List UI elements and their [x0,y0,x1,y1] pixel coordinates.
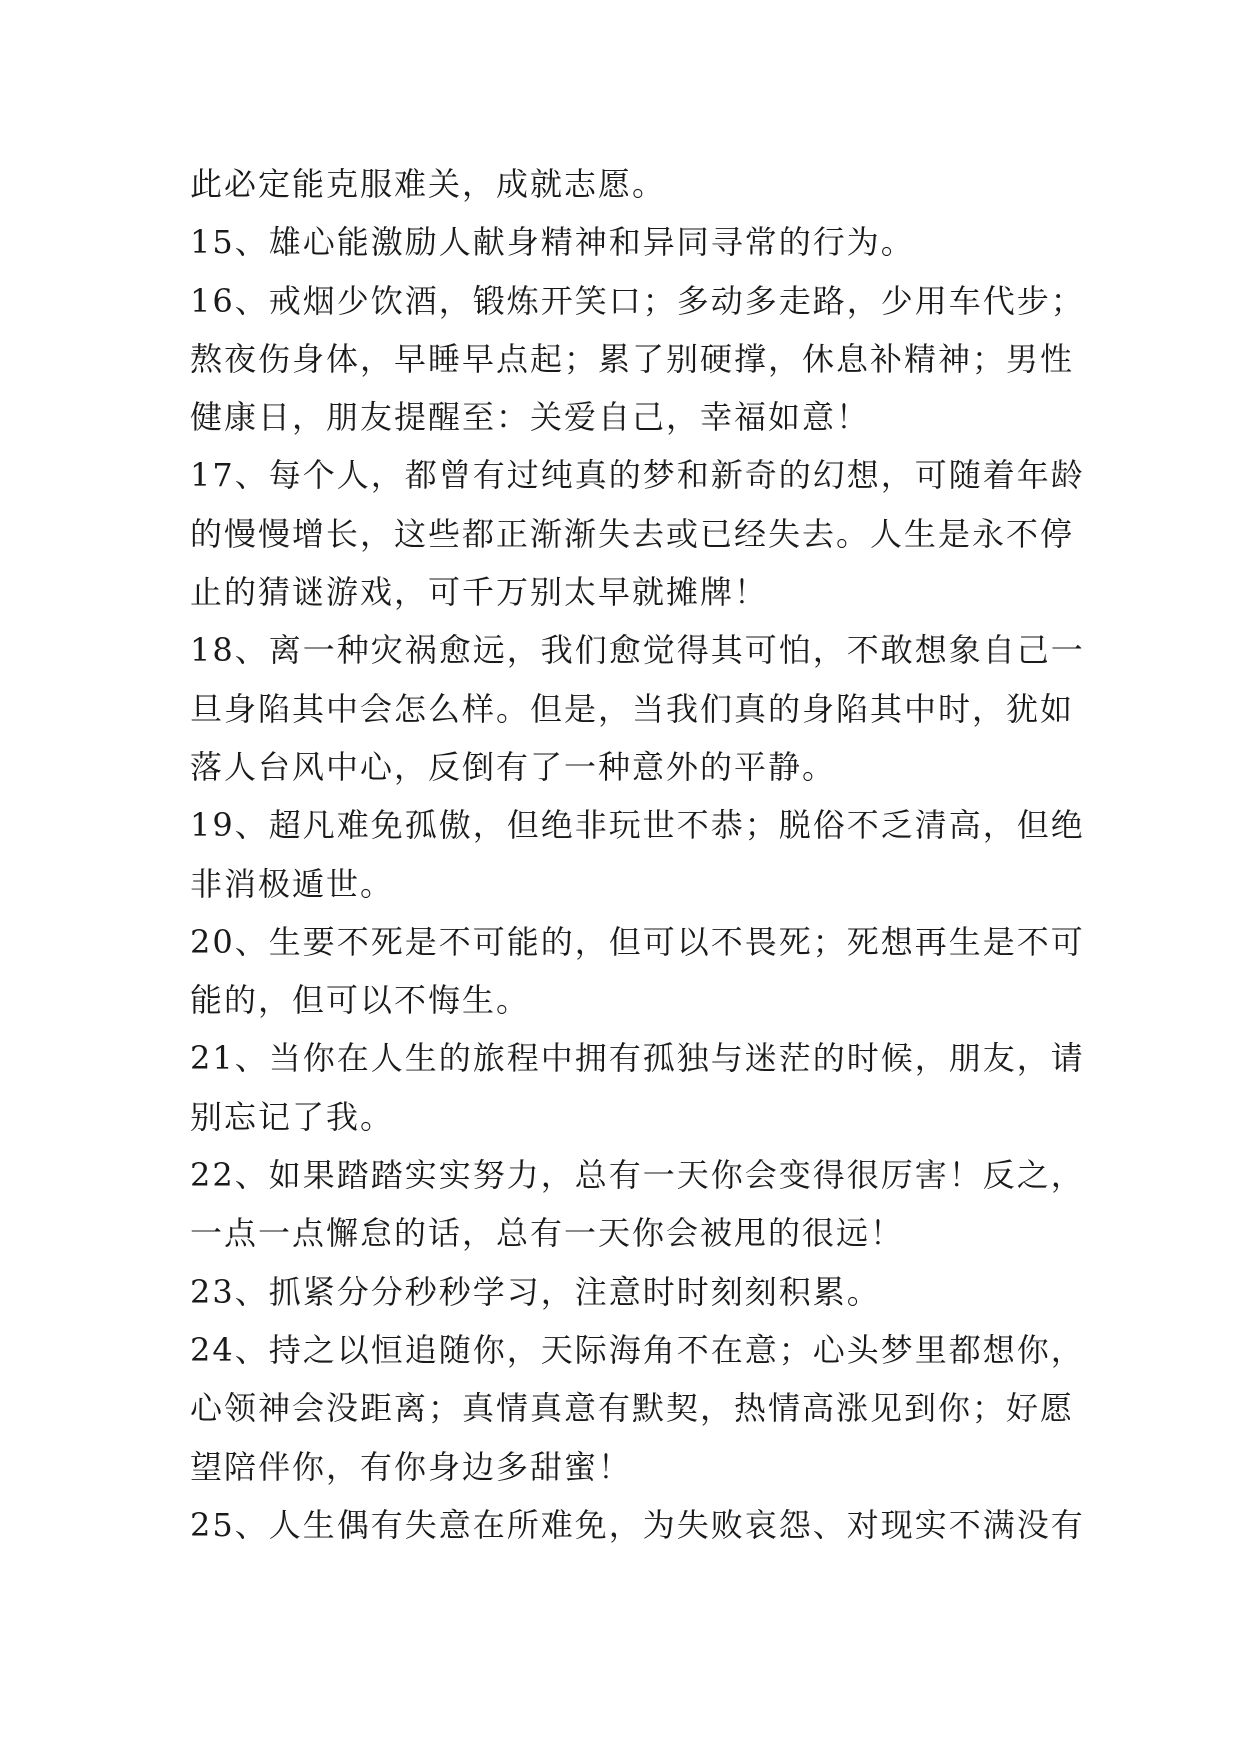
text-line: 心领神会没距离；真情真意有默契，热情高涨见到你；好愿 [190,1389,1075,1428]
text-line: 23、抓紧分分秒秒学习，注意时时刻刻积累。 [190,1272,881,1311]
text-line: 15、雄心能激励人献身精神和异同寻常的行为。 [190,223,915,262]
text-line: 20、生要不死是不可能的，但可以不畏死；死想再生是不可 [190,922,1085,961]
text-line: 健康日，朋友提醒至：关爱自己，幸福如意！ [190,398,871,437]
text-line: 17、每个人，都曾有过纯真的梦和新奇的幻想，可随着年龄 [190,456,1085,495]
document-body [190,155,1085,1554]
text-line: 22、如果踏踏实实努力，总有一天你会变得很厉害！反之， [190,1156,1085,1195]
text-line: 能的，但可以不悔生。 [190,981,531,1020]
text-line: 此必定能克服难关，成就志愿。 [190,165,667,203]
text-line: 望陪伴你，有你身边多甜蜜！ [190,1447,633,1486]
text-line: 别忘记了我。 [190,1097,395,1136]
text-line: 一点一点懈怠的话，总有一天你会被甩的很远！ [190,1214,905,1253]
text-line: 落人台风中心，反倒有了一种意外的平静。 [190,747,837,786]
text-line: 熬夜伤身体，早睡早点起；累了别硬撑，休息补精神；男性 [190,339,1075,378]
text-line: 24、持之以恒追随你，天际海角不在意；心头梦里都想你， [190,1330,1085,1369]
text-line: 非消极遁世。 [190,864,395,903]
text-line: 19、超凡难免孤傲，但绝非玩世不恭；脱俗不乏清高，但绝 [190,806,1085,845]
text-line: 18、离一种灾祸愈远，我们愈觉得其可怕，不敢想象自己一 [190,631,1085,670]
text-line: 的慢慢增长，这些都正渐渐失去或已经失去。人生是永不停 [190,514,1075,553]
text-line: 止的猜谜游戏，可千万别太早就摊牌！ [190,573,769,612]
text-line: 旦身陷其中会怎么样。但是，当我们真的身陷其中时，犹如 [190,689,1075,728]
text-line: 16、戒烟少饮酒，锻炼开笑口；多动多走路，少用车代步； [190,281,1085,320]
text-line: 25、人生偶有失意在所难免，为失败哀怨、对现实不满没有 [190,1505,1085,1544]
text-line: 21、当你在人生的旅程中拥有孤独与迷茫的时候，朋友，请 [190,1039,1085,1078]
